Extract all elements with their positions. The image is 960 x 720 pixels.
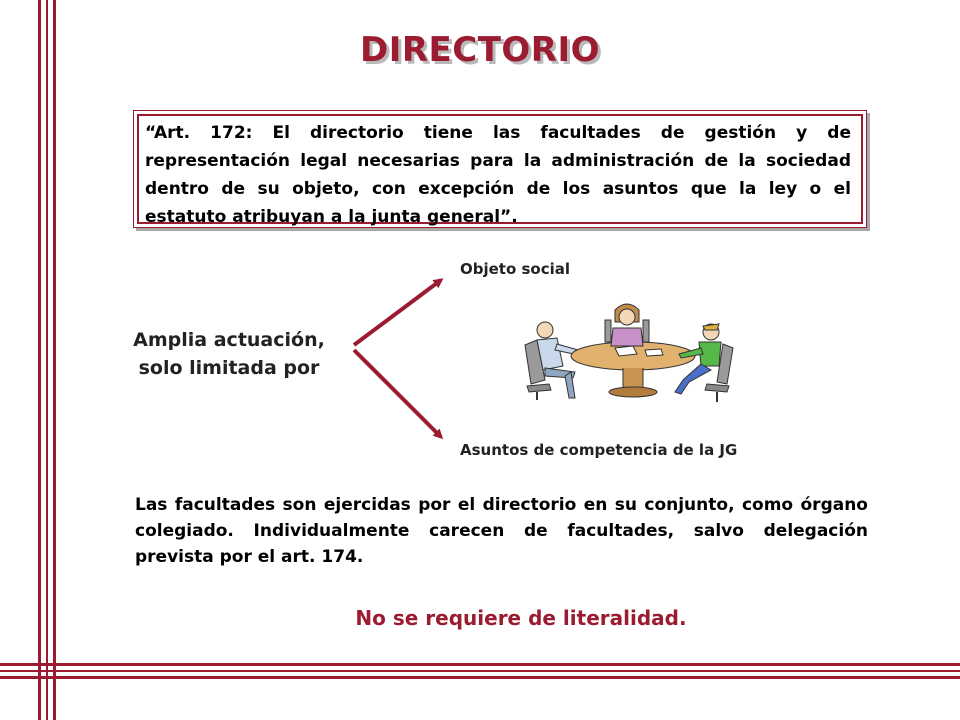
page-title: DIRECTORIO: [359, 30, 601, 70]
arrow-to-objeto-social: [354, 280, 441, 345]
scope-label-line-1: Amplia actuación,: [133, 329, 325, 351]
facultades-paragraph: Las facultades son ejercidas por el directorio en su conjunto, como órgano colegiado. Individualmente carecen de facultades, salvo delegación prevista por el art. 174.: [135, 495, 868, 567]
literalidad-note: No se requiere de literalidad.: [355, 606, 687, 630]
article-quote-text: “Art. 172: El directorio tiene las facultades de gestión y de representación legal necesarias para la administración de la sociedad dentro de su objeto, con excepción de los asuntos que la ley o el estatuto atribuyan a la junta general”.: [145, 123, 851, 227]
branch-label-objeto-social: Objeto social: [460, 260, 571, 278]
arrow-to-asuntos-jg: [354, 350, 441, 437]
meeting-table-icon: [515, 300, 745, 410]
branch-label-asuntos-jg: Asuntos de competencia de la JG: [460, 441, 738, 459]
scope-label-line-2: solo limitada por: [138, 357, 320, 379]
